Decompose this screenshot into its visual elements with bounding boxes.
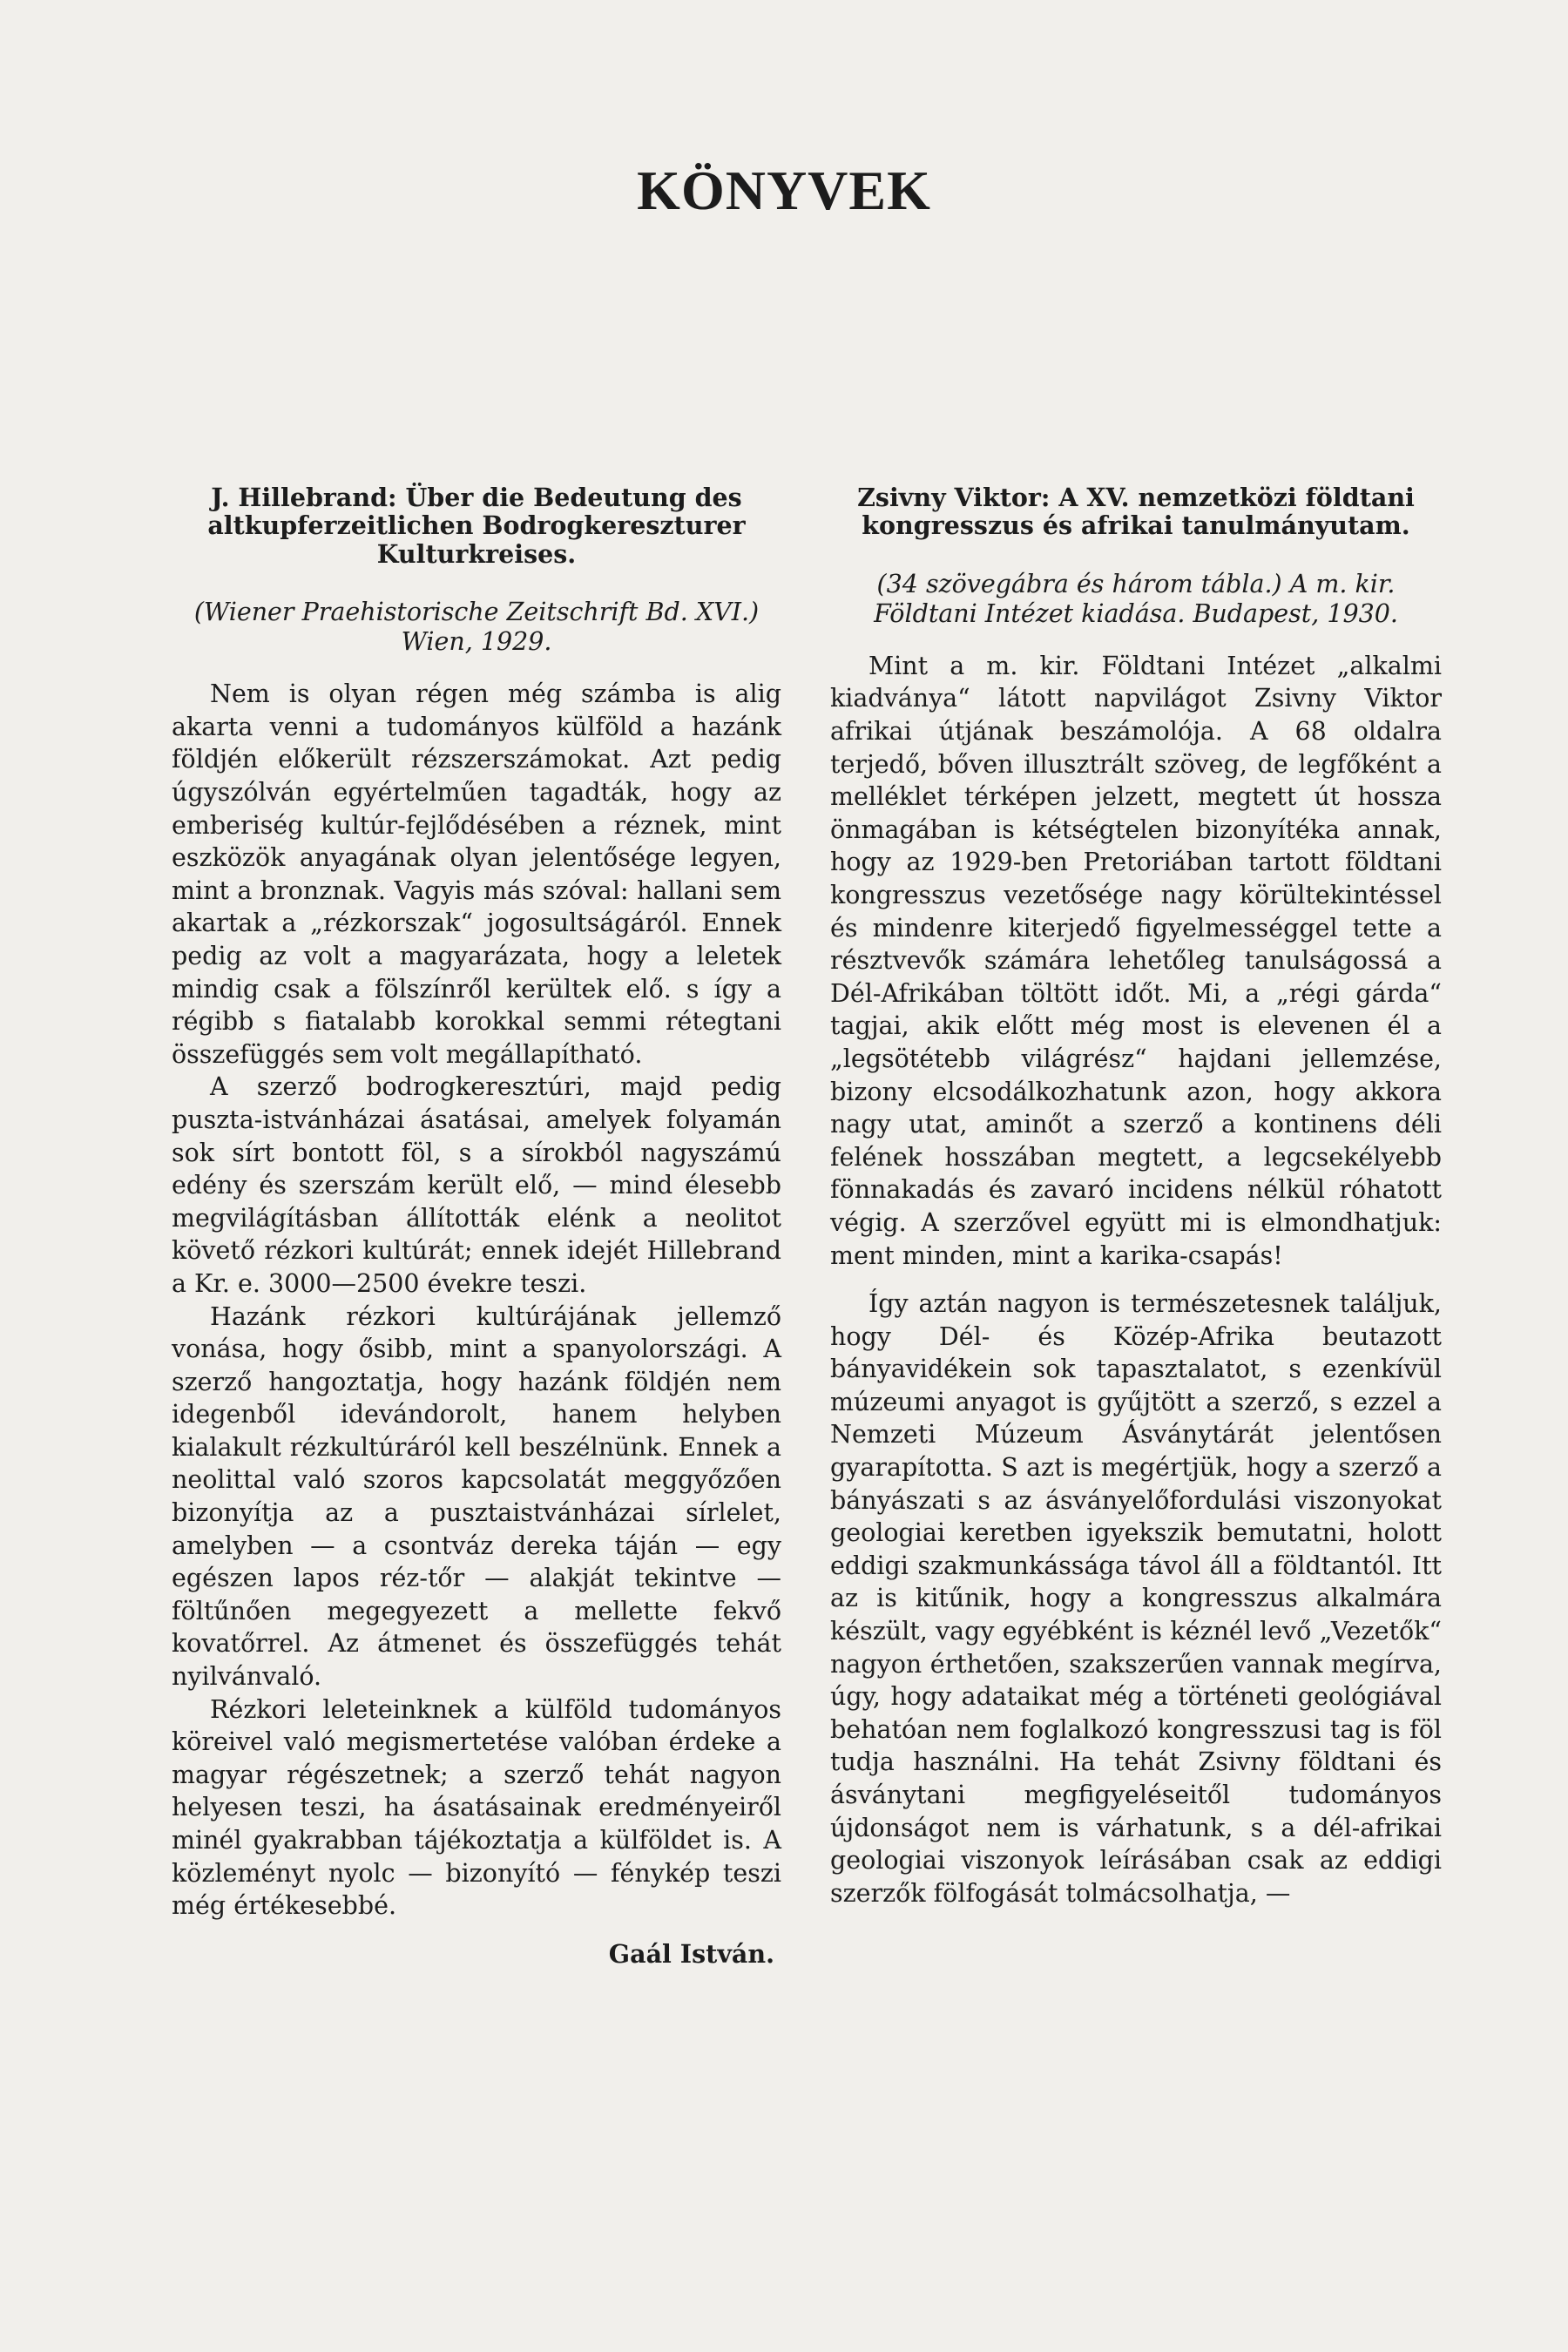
review-heading: Zsivny Viktor: A XV. nemzetközi földtani kongresszus és afrikai tanulmányutam. — [857, 483, 1415, 541]
left-column — [172, 483, 781, 1970]
review-heading: J. Hillebrand: Über die Bedeutung des altkupferzeitlichen Bodrogkereszturer Kulturkreises. — [207, 483, 746, 569]
page-title: KÖNYVEK — [637, 159, 931, 221]
review-paragraph: Rézkori leleteinknek a külföld tudományos köreivel való megismertetése valóban érdeke a magyar régészetnek; a szerző tehát nagyon helyesen teszi, ha ásatásainak eredményeiről minél gyakrabban tájékoztatja a külföldet is. A közleményt nyolc — bizonyító — fénykép teszi még értékesebbé. — [172, 1694, 781, 1921]
review-citation: (34 szövegábra és három tábla.) A m. kir. Földtani Intézet kiadása. Budapest, 1930. — [874, 569, 1398, 628]
review-citation: (Wiener Praehistorische Zeitschrift Bd. XVI.) Wien, 1929. — [193, 598, 760, 657]
review-paragraph: Mint a m. kir. Földtani Intézet „alkalmi kiadványa“ látott napvilágot Zsivny Viktor afrikai útjának beszámolója. A 68 oldalra terjedő, bőven illusztrált szöveg, de legfőként a melléklet térképen jelzett, megtett út hossza önmagában is kétségtelen bizonyítéka annak, hogy az 1929-ben Pretoriában tartott földtani kongresszus vezetősége nagy körültekintéssel és mindenre kiterjedő figyelmességgel tette a résztvevők számára lehetőleg tanulságossá a Dél-Afrikában töltött időt. Mi, a „régi gárda“ tagjai, akik előtt még most is elevenen él a „legsötétebb világrész“ hajdani jellemzése, bizony elcsodálkozhatunk azon, hogy akkora nagy utat, aminőt a szerző a kontinens déli felének hosszában megtett, a legcsekélyebb fönnakadás és zavaró incidens nélkül róhatott végig. A szerzővel együtt mi is elmondhatjuk: ment minden, mint a karika-csapás! — [830, 651, 1442, 1270]
review-paragraph: Hazánk rézkori kultúrájának jellemző vonása, hogy ősibb, mint a spanyolországi. A szerző hangoztatja, hogy hazánk földjén nem idegenből idevándorolt, hanem helyben kialakult rézkultúráról kell beszélnünk. Ennek a neolittal való szoros kapcsolatát meggyőzően bizonyítja az a pusztaistvánházai sírlelet, amelyben — a csontváz dereka táján — egy egészen lapos réz-tőr — alakját tekintve — föltűnően megegyezett a mellette fekvő kovatőrrel. Az átmenet és összefüggés tehát nyilvánvaló. — [172, 1301, 781, 1692]
review-signature: Gaál István. — [608, 1938, 774, 1969]
review-paragraph: Így aztán nagyon is természetesnek találjuk, hogy Dél- és Közép-Afrika beutazott bányavidékein sok tapasztalatot, s ezenkívül múzeumi anyagot is gyűjtött a szerző, s ezzel a Nemzeti Múzeum Ásványtárát jelentősen gyarapította. S azt is megértjük, hogy a szerző a bányászati s az ásványelőfordulási viszonyokat geologiai keretben igyekszik bemutatni, holott eddigi szakmunkássága távol áll a földtantól. Itt az is kitűnik, hogy a kongresszus alkalmára készült, vagy egyébként is kéznél levő „Vezetők“ nagyon érthetően, szakszerűen vannak megírva, úgy, hogy adataikat még a történeti geológiával behatóan nem foglalkozó kongresszusi tag is föl tudja használni. Ha tehát Zsivny földtani és ásványtani megfigyeléseitől tudományos újdonságot nem is várhatunk, s a dél-afrikai geologiai viszonyok leírásában csak az eddigi szerzők fölfogását tolmácsolhatja, — — [830, 1289, 1442, 1908]
review-paragraph: A szerző bodrogkeresztúri, majd pedig puszta-istvánházai ásatásai, amelyek folyamán sok sírt bontott föl, s a sírokból nagyszámú edény és szerszám került elő, — mind élesebb megvilágításban állították elénk a neolitot követő rézkori kultúrát; ennek idejét Hillebrand a Kr. e. 3000—2500 évekre teszi. — [172, 1072, 781, 1298]
review-paragraph: Nem is olyan régen még számba is alig akarta venni a tudományos külföld a hazánk földjén előkerült rézszerszámokat. Azt pedig úgyszólván egyértelműen tagadták, hogy az emberiség kultúr-fejlődésében a réznek, mint eszközök anyagának olyan jelentősége legyen, mint a bronznak. Vagyis más szóval: hallani sem akartak a „rézkorszak“ jogosultságáról. Ennek pedig az volt a magyarázata, hogy a leletek mindig csak a fölszínről kerültek elő. s így a régibb s fiatalabb korokkal semmi rétegtani összefüggés sem volt megállapítható. — [172, 679, 781, 1069]
right-column — [830, 483, 1442, 1909]
